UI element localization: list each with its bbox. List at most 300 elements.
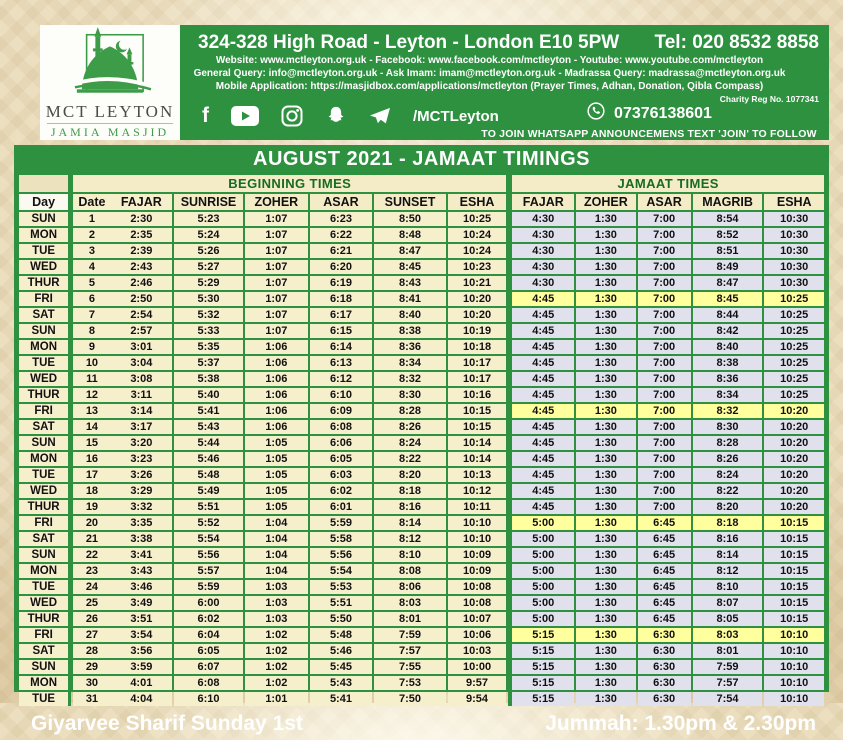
table-row bbox=[19, 644, 824, 658]
table-row bbox=[19, 660, 824, 674]
jamaat-time-cell: 8:45 bbox=[693, 292, 763, 306]
timings-table-panel bbox=[14, 145, 829, 735]
jamaat-time-cell: 10:20 bbox=[764, 484, 824, 498]
jamaat-time-cell: 5:00 bbox=[508, 548, 574, 562]
facebook-icon: f bbox=[202, 104, 209, 127]
date-fajar-cell: 24 3:46 bbox=[73, 580, 172, 594]
date-fajar-cell: 27 3:54 bbox=[73, 628, 172, 642]
date-fajar-cell: 19 3:32 bbox=[73, 500, 172, 514]
beginning-time-cell: 5:52 bbox=[174, 516, 243, 530]
beginning-time-cell: 5:37 bbox=[174, 356, 243, 370]
beginning-time-cell: 5:56 bbox=[310, 548, 373, 562]
beginning-time-cell: 1:02 bbox=[245, 644, 308, 658]
day-cell: SUN bbox=[19, 548, 71, 562]
date-fajar-cell: 26 3:51 bbox=[73, 612, 172, 626]
jamaat-time-cell: 4:45 bbox=[508, 308, 574, 322]
beginning-time-cell: 8:41 bbox=[374, 292, 445, 306]
day-cell: FRI bbox=[19, 404, 71, 418]
jamaat-time-cell: 7:00 bbox=[638, 212, 691, 226]
jamaat-time-cell: 10:15 bbox=[764, 564, 824, 578]
jamaat-time-cell: 6:45 bbox=[638, 612, 691, 626]
beginning-time-cell: 6:08 bbox=[310, 420, 373, 434]
date-fajar-cell: 13 3:14 bbox=[73, 404, 172, 418]
beginning-time-cell: 10:09 bbox=[448, 564, 507, 578]
jamaat-time-cell: 1:30 bbox=[576, 676, 635, 690]
jamaat-time-cell: 8:54 bbox=[693, 212, 763, 226]
beginning-time-cell: 10:12 bbox=[448, 484, 507, 498]
jamaat-time-cell: 1:30 bbox=[576, 484, 635, 498]
jamaat-time-cell: 10:30 bbox=[764, 244, 824, 258]
table-row bbox=[19, 484, 824, 498]
jamaat-time-cell: 10:10 bbox=[764, 676, 824, 690]
jamaat-time-cell: 8:42 bbox=[693, 324, 763, 338]
table-row bbox=[19, 324, 824, 338]
instagram-icon bbox=[281, 105, 303, 127]
beginning-time-cell: 1:01 bbox=[245, 692, 308, 706]
beginning-time-cell: 10:20 bbox=[448, 292, 507, 306]
day-cell: WED bbox=[19, 596, 71, 610]
beginning-time-cell: 10:00 bbox=[448, 660, 507, 674]
beginning-time-cell: 5:41 bbox=[174, 404, 243, 418]
jamaat-time-cell: 10:30 bbox=[764, 276, 824, 290]
jamaat-time-cell: 7:00 bbox=[638, 228, 691, 242]
mosque-logo-icon bbox=[40, 25, 180, 101]
table-row bbox=[19, 436, 824, 450]
date-fajar-cell: 9 3:01 bbox=[73, 340, 172, 354]
beginning-time-cell: 8:32 bbox=[374, 372, 445, 386]
col-jamaat-fajar: FAJAR bbox=[508, 194, 574, 210]
jamaat-time-cell: 10:15 bbox=[764, 516, 824, 530]
jamaat-time-cell: 1:30 bbox=[576, 532, 635, 546]
beginning-time-cell: 8:03 bbox=[374, 596, 445, 610]
beginning-time-cell: 5:44 bbox=[174, 436, 243, 450]
jamaat-time-cell: 1:30 bbox=[576, 500, 635, 514]
table-row bbox=[19, 468, 824, 482]
jamaat-time-cell: 1:30 bbox=[576, 420, 635, 434]
beginning-time-cell: 5:48 bbox=[310, 628, 373, 642]
beginning-time-cell: 8:47 bbox=[374, 244, 445, 258]
jamaat-time-cell: 10:25 bbox=[764, 388, 824, 402]
beginning-time-cell: 6:13 bbox=[310, 356, 373, 370]
jamaat-time-cell: 10:25 bbox=[764, 340, 824, 354]
beginning-time-cell: 6:12 bbox=[310, 372, 373, 386]
beginning-time-cell: 8:18 bbox=[374, 484, 445, 498]
jamaat-time-cell: 7:00 bbox=[638, 388, 691, 402]
jamaat-time-cell: 8:34 bbox=[693, 388, 763, 402]
beginning-time-cell: 1:07 bbox=[245, 276, 308, 290]
header-banner bbox=[40, 25, 829, 140]
jamaat-time-cell: 1:30 bbox=[576, 564, 635, 578]
jamaat-time-cell: 1:30 bbox=[576, 516, 635, 530]
beginning-time-cell: 7:55 bbox=[374, 660, 445, 674]
col-jamaat-zoher: ZOHER bbox=[576, 194, 635, 210]
social-handle: /MCTLeyton bbox=[413, 107, 499, 125]
table-row bbox=[19, 692, 824, 706]
jamaat-time-cell: 10:25 bbox=[764, 356, 824, 370]
jamaat-time-cell: 8:16 bbox=[693, 532, 763, 546]
website-line: Website: www.mctleyton.org.uk - Facebook: www.facebook.com/mctleyton - Youtube: www.youtube.com/mctleyton bbox=[215, 55, 764, 66]
beginning-time-cell: 10:17 bbox=[448, 372, 507, 386]
beginning-times-header: BEGINNING TIMES bbox=[73, 175, 506, 192]
beginning-time-cell: 1:07 bbox=[245, 244, 308, 258]
date-fajar-cell: 5 2:46 bbox=[73, 276, 172, 290]
beginning-time-cell: 8:36 bbox=[374, 340, 445, 354]
table-row bbox=[19, 244, 824, 258]
jamaat-time-cell: 6:30 bbox=[638, 644, 691, 658]
beginning-time-cell: 6:01 bbox=[310, 500, 373, 514]
table-row bbox=[19, 532, 824, 546]
beginning-time-cell: 5:46 bbox=[310, 644, 373, 658]
logo-subtitle: JAMIA MASJID bbox=[47, 123, 173, 140]
beginning-time-cell: 8:48 bbox=[374, 228, 445, 242]
beginning-time-cell: 1:07 bbox=[245, 292, 308, 306]
jamaat-time-cell: 4:45 bbox=[508, 340, 574, 354]
jamaat-time-cell: 4:30 bbox=[508, 276, 574, 290]
beginning-time-cell: 8:14 bbox=[374, 516, 445, 530]
jamaat-time-cell: 10:20 bbox=[764, 420, 824, 434]
whatsapp-icon bbox=[586, 101, 606, 126]
date-fajar-cell: 3 2:39 bbox=[73, 244, 172, 258]
table-row bbox=[19, 628, 824, 642]
day-cell: THUR bbox=[19, 388, 71, 402]
jamaat-time-cell: 1:30 bbox=[576, 468, 635, 482]
beginning-time-cell: 1:04 bbox=[245, 548, 308, 562]
beginning-time-cell: 10:13 bbox=[448, 468, 507, 482]
jamaat-time-cell: 6:30 bbox=[638, 628, 691, 642]
column-header-row bbox=[19, 194, 824, 210]
date-fajar-cell: 6 2:50 bbox=[73, 292, 172, 306]
date-fajar-cell: 17 3:26 bbox=[73, 468, 172, 482]
jamaat-time-cell: 1:30 bbox=[576, 340, 635, 354]
table-row bbox=[19, 228, 824, 242]
jamaat-time-cell: 1:30 bbox=[576, 372, 635, 386]
date-fajar-cell: 29 3:59 bbox=[73, 660, 172, 674]
beginning-time-cell: 7:59 bbox=[374, 628, 445, 642]
jamaat-time-cell: 8:14 bbox=[693, 548, 763, 562]
day-cell: SUN bbox=[19, 212, 71, 226]
jamaat-time-cell: 4:45 bbox=[508, 468, 574, 482]
jamaat-time-cell: 6:30 bbox=[638, 692, 691, 706]
charity-reg: Charity Reg No. 1077341 bbox=[719, 94, 819, 104]
social-icons-row bbox=[202, 105, 499, 127]
col-jamaat-esha: ESHA bbox=[764, 194, 824, 210]
jamaat-time-cell: 10:30 bbox=[764, 212, 824, 226]
beginning-time-cell: 5:56 bbox=[174, 548, 243, 562]
address: 324-328 High Road - Leyton - London E10 5PW bbox=[198, 32, 620, 53]
date-fajar-cell: 18 3:29 bbox=[73, 484, 172, 498]
jamaat-time-cell: 7:00 bbox=[638, 372, 691, 386]
beginning-time-cell: 7:53 bbox=[374, 676, 445, 690]
beginning-time-cell: 10:14 bbox=[448, 436, 507, 450]
jamaat-time-cell: 7:00 bbox=[638, 244, 691, 258]
beginning-time-cell: 7:57 bbox=[374, 644, 445, 658]
beginning-time-cell: 5:59 bbox=[310, 516, 373, 530]
table-row bbox=[19, 612, 824, 626]
beginning-time-cell: 1:05 bbox=[245, 500, 308, 514]
table-row bbox=[19, 308, 824, 322]
jamaat-time-cell: 7:00 bbox=[638, 436, 691, 450]
col-jamaat-asar: ASAR bbox=[638, 194, 691, 210]
date-fajar-cell: 20 3:35 bbox=[73, 516, 172, 530]
day-cell: TUE bbox=[19, 468, 71, 482]
beginning-time-cell: 10:11 bbox=[448, 500, 507, 514]
beginning-time-cell: 8:12 bbox=[374, 532, 445, 546]
beginning-time-cell: 8:01 bbox=[374, 612, 445, 626]
beginning-time-cell: 8:50 bbox=[374, 212, 445, 226]
beginning-time-cell: 10:15 bbox=[448, 420, 507, 434]
beginning-time-cell: 1:03 bbox=[245, 580, 308, 594]
table-row bbox=[19, 452, 824, 466]
beginning-time-cell: 10:16 bbox=[448, 388, 507, 402]
jamaat-time-cell: 7:57 bbox=[693, 676, 763, 690]
date-fajar-cell: 14 3:17 bbox=[73, 420, 172, 434]
beginning-time-cell: 6:22 bbox=[310, 228, 373, 242]
beginning-time-cell: 10:23 bbox=[448, 260, 507, 274]
jamaat-time-cell: 10:10 bbox=[764, 628, 824, 642]
table-row bbox=[19, 548, 824, 562]
beginning-time-cell: 10:10 bbox=[448, 516, 507, 530]
date-fajar-cell: 1 2:30 bbox=[73, 212, 172, 226]
beginning-time-cell: 1:04 bbox=[245, 532, 308, 546]
beginning-time-cell: 6:07 bbox=[174, 660, 243, 674]
jamaat-time-cell: 8:30 bbox=[693, 420, 763, 434]
jamaat-time-cell: 8:51 bbox=[693, 244, 763, 258]
col-sunrise: SUNRISE bbox=[174, 194, 243, 210]
jamaat-time-cell: 5:00 bbox=[508, 612, 574, 626]
day-cell: MON bbox=[19, 228, 71, 242]
jamaat-time-cell: 4:45 bbox=[508, 292, 574, 306]
query-line: General Query: info@mctleyton.org.uk - Ask Imam: imam@mctleyton.org.uk - Madrassa Query: madrassa@mctleyton.org.uk bbox=[193, 68, 786, 79]
table-footer bbox=[17, 708, 826, 740]
beginning-time-cell: 6:04 bbox=[174, 628, 243, 642]
jamaat-time-cell: 10:25 bbox=[764, 372, 824, 386]
jamaat-time-cell: 6:45 bbox=[638, 564, 691, 578]
jamaat-time-cell: 10:15 bbox=[764, 612, 824, 626]
jamaat-time-cell: 4:30 bbox=[508, 228, 574, 242]
jamaat-time-cell: 4:45 bbox=[508, 372, 574, 386]
beginning-time-cell: 10:21 bbox=[448, 276, 507, 290]
jamaat-time-cell: 4:45 bbox=[508, 484, 574, 498]
beginning-time-cell: 8:08 bbox=[374, 564, 445, 578]
jamaat-time-cell: 8:32 bbox=[693, 404, 763, 418]
beginning-time-cell: 6:09 bbox=[310, 404, 373, 418]
day-cell: THUR bbox=[19, 276, 71, 290]
logo-title: MCT LEYTON bbox=[45, 102, 175, 121]
jamaat-time-cell: 7:00 bbox=[638, 500, 691, 514]
beginning-time-cell: 5:23 bbox=[174, 212, 243, 226]
jamaat-time-cell: 10:10 bbox=[764, 660, 824, 674]
beginning-time-cell: 1:06 bbox=[245, 340, 308, 354]
beginning-time-cell: 5:27 bbox=[174, 260, 243, 274]
jamaat-time-cell: 10:20 bbox=[764, 468, 824, 482]
jamaat-time-cell: 4:45 bbox=[508, 388, 574, 402]
youtube-icon bbox=[231, 106, 259, 126]
date-fajar-cell: 25 3:49 bbox=[73, 596, 172, 610]
beginning-time-cell: 6:15 bbox=[310, 324, 373, 338]
jamaat-time-cell: 6:30 bbox=[638, 676, 691, 690]
day-cell: SAT bbox=[19, 308, 71, 322]
jamaat-time-cell: 6:45 bbox=[638, 548, 691, 562]
beginning-time-cell: 8:06 bbox=[374, 580, 445, 594]
beginning-time-cell: 10:24 bbox=[448, 244, 507, 258]
jamaat-time-cell: 10:15 bbox=[764, 532, 824, 546]
date-fajar-cell: 30 4:01 bbox=[73, 676, 172, 690]
jamaat-time-cell: 1:30 bbox=[576, 580, 635, 594]
jamaat-time-cell: 5:00 bbox=[508, 564, 574, 578]
jamaat-time-cell: 4:30 bbox=[508, 244, 574, 258]
jamaat-time-cell: 1:30 bbox=[576, 308, 635, 322]
jamaat-time-cell: 8:12 bbox=[693, 564, 763, 578]
jamaat-time-cell: 8:24 bbox=[693, 468, 763, 482]
beginning-time-cell: 1:07 bbox=[245, 228, 308, 242]
beginning-time-cell: 5:43 bbox=[310, 676, 373, 690]
jamaat-time-cell: 10:15 bbox=[764, 596, 824, 610]
beginning-time-cell: 5:54 bbox=[310, 564, 373, 578]
beginning-time-cell: 10:09 bbox=[448, 548, 507, 562]
jamaat-times-header: JAMAAT TIMES bbox=[508, 175, 824, 192]
beginning-time-cell: 1:02 bbox=[245, 660, 308, 674]
day-cell: FRI bbox=[19, 628, 71, 642]
beginning-time-cell: 6:03 bbox=[310, 468, 373, 482]
jamaat-time-cell: 7:00 bbox=[638, 468, 691, 482]
jamaat-time-cell: 6:45 bbox=[638, 516, 691, 530]
table-row bbox=[19, 500, 824, 514]
jamaat-time-cell: 1:30 bbox=[576, 644, 635, 658]
telegram-icon bbox=[369, 106, 391, 126]
day-cell: SAT bbox=[19, 644, 71, 658]
col-date: Date bbox=[78, 195, 106, 209]
jamaat-time-cell: 1:30 bbox=[576, 692, 635, 706]
jamaat-time-cell: 1:30 bbox=[576, 276, 635, 290]
jamaat-time-cell: 8:26 bbox=[693, 452, 763, 466]
jamaat-time-cell: 1:30 bbox=[576, 228, 635, 242]
beginning-time-cell: 6:05 bbox=[310, 452, 373, 466]
beginning-time-cell: 7:50 bbox=[374, 692, 445, 706]
jamaat-time-cell: 5:15 bbox=[508, 644, 574, 658]
beginning-time-cell: 10:24 bbox=[448, 228, 507, 242]
jamaat-time-cell: 7:00 bbox=[638, 324, 691, 338]
table-row bbox=[19, 404, 824, 418]
day-cell: FRI bbox=[19, 292, 71, 306]
jamaat-time-cell: 1:30 bbox=[576, 388, 635, 402]
jamaat-time-cell: 10:25 bbox=[764, 308, 824, 322]
day-cell: MON bbox=[19, 564, 71, 578]
beginning-time-cell: 6:02 bbox=[174, 612, 243, 626]
beginning-time-cell: 5:51 bbox=[310, 596, 373, 610]
day-cell: THUR bbox=[19, 612, 71, 626]
jamaat-time-cell: 6:45 bbox=[638, 532, 691, 546]
beginning-time-cell: 10:08 bbox=[448, 580, 507, 594]
timings-table bbox=[17, 173, 826, 708]
col-sunset: SUNSET bbox=[374, 194, 445, 210]
day-cell: SUN bbox=[19, 660, 71, 674]
beginning-time-cell: 10:07 bbox=[448, 612, 507, 626]
jamaat-time-cell: 4:45 bbox=[508, 356, 574, 370]
jamaat-time-cell: 1:30 bbox=[576, 212, 635, 226]
jamaat-time-cell: 4:45 bbox=[508, 420, 574, 434]
table-row bbox=[19, 580, 824, 594]
beginning-time-cell: 8:28 bbox=[374, 404, 445, 418]
day-cell: MON bbox=[19, 340, 71, 354]
jamaat-time-cell: 10:15 bbox=[764, 548, 824, 562]
date-fajar-cell: 2 2:35 bbox=[73, 228, 172, 242]
jamaat-time-cell: 1:30 bbox=[576, 324, 635, 338]
beginning-time-cell: 6:21 bbox=[310, 244, 373, 258]
day-cell: TUE bbox=[19, 580, 71, 594]
date-fajar-cell: 23 3:43 bbox=[73, 564, 172, 578]
jamaat-time-cell: 8:03 bbox=[693, 628, 763, 642]
group-header-spacer bbox=[19, 175, 71, 192]
date-fajar-cell: 16 3:23 bbox=[73, 452, 172, 466]
jamaat-time-cell: 8:40 bbox=[693, 340, 763, 354]
beginning-time-cell: 5:45 bbox=[310, 660, 373, 674]
table-row bbox=[19, 596, 824, 610]
beginning-time-cell: 6:18 bbox=[310, 292, 373, 306]
beginning-time-cell: 1:04 bbox=[245, 564, 308, 578]
jamaat-time-cell: 7:00 bbox=[638, 404, 691, 418]
beginning-time-cell: 1:07 bbox=[245, 212, 308, 226]
beginning-time-cell: 5:29 bbox=[174, 276, 243, 290]
table-row bbox=[19, 516, 824, 530]
beginning-time-cell: 1:04 bbox=[245, 516, 308, 530]
table-row bbox=[19, 676, 824, 690]
beginning-time-cell: 10:18 bbox=[448, 340, 507, 354]
beginning-time-cell: 10:03 bbox=[448, 644, 507, 658]
jamaat-time-cell: 1:30 bbox=[576, 628, 635, 642]
beginning-time-cell: 1:05 bbox=[245, 468, 308, 482]
jamaat-time-cell: 7:00 bbox=[638, 420, 691, 434]
table-row bbox=[19, 388, 824, 402]
day-cell: SAT bbox=[19, 532, 71, 546]
beginning-time-cell: 10:06 bbox=[448, 628, 507, 642]
beginning-time-cell: 5:40 bbox=[174, 388, 243, 402]
jamaat-time-cell: 10:30 bbox=[764, 228, 824, 242]
date-fajar-cell: 4 2:43 bbox=[73, 260, 172, 274]
beginning-time-cell: 6:08 bbox=[174, 676, 243, 690]
jamaat-time-cell: 5:00 bbox=[508, 580, 574, 594]
table-row bbox=[19, 276, 824, 290]
beginning-time-cell: 1:06 bbox=[245, 404, 308, 418]
jamaat-time-cell: 7:00 bbox=[638, 356, 691, 370]
beginning-time-cell: 10:19 bbox=[448, 324, 507, 338]
beginning-time-cell: 8:26 bbox=[374, 420, 445, 434]
col-zoher: ZOHER bbox=[245, 194, 308, 210]
day-cell: SUN bbox=[19, 324, 71, 338]
beginning-time-cell: 6:20 bbox=[310, 260, 373, 274]
jamaat-time-cell: 10:20 bbox=[764, 500, 824, 514]
jamaat-time-cell: 4:45 bbox=[508, 404, 574, 418]
beginning-time-cell: 5:54 bbox=[174, 532, 243, 546]
jamaat-time-cell: 7:00 bbox=[638, 340, 691, 354]
jamaat-time-cell: 5:15 bbox=[508, 676, 574, 690]
jamaat-time-cell: 5:00 bbox=[508, 516, 574, 530]
date-fajar-cell: 10 3:04 bbox=[73, 356, 172, 370]
day-cell: WED bbox=[19, 372, 71, 386]
jamaat-time-cell: 4:45 bbox=[508, 436, 574, 450]
jamaat-time-cell: 5:15 bbox=[508, 692, 574, 706]
beginning-time-cell: 8:20 bbox=[374, 468, 445, 482]
beginning-time-cell: 5:41 bbox=[310, 692, 373, 706]
date-fajar-cell: 22 3:41 bbox=[73, 548, 172, 562]
jamaat-time-cell: 5:00 bbox=[508, 532, 574, 546]
jamaat-time-cell: 1:30 bbox=[576, 596, 635, 610]
table-row bbox=[19, 212, 824, 226]
whatsapp-note: TO JOIN WHATSAPP ANNOUNCEMENS TEXT 'JOIN' TO FOLLOW bbox=[481, 128, 817, 140]
date-fajar-cell: 12 3:11 bbox=[73, 388, 172, 402]
beginning-time-cell: 1:05 bbox=[245, 436, 308, 450]
jamaat-time-cell: 4:45 bbox=[508, 500, 574, 514]
jamaat-time-cell: 7:00 bbox=[638, 452, 691, 466]
